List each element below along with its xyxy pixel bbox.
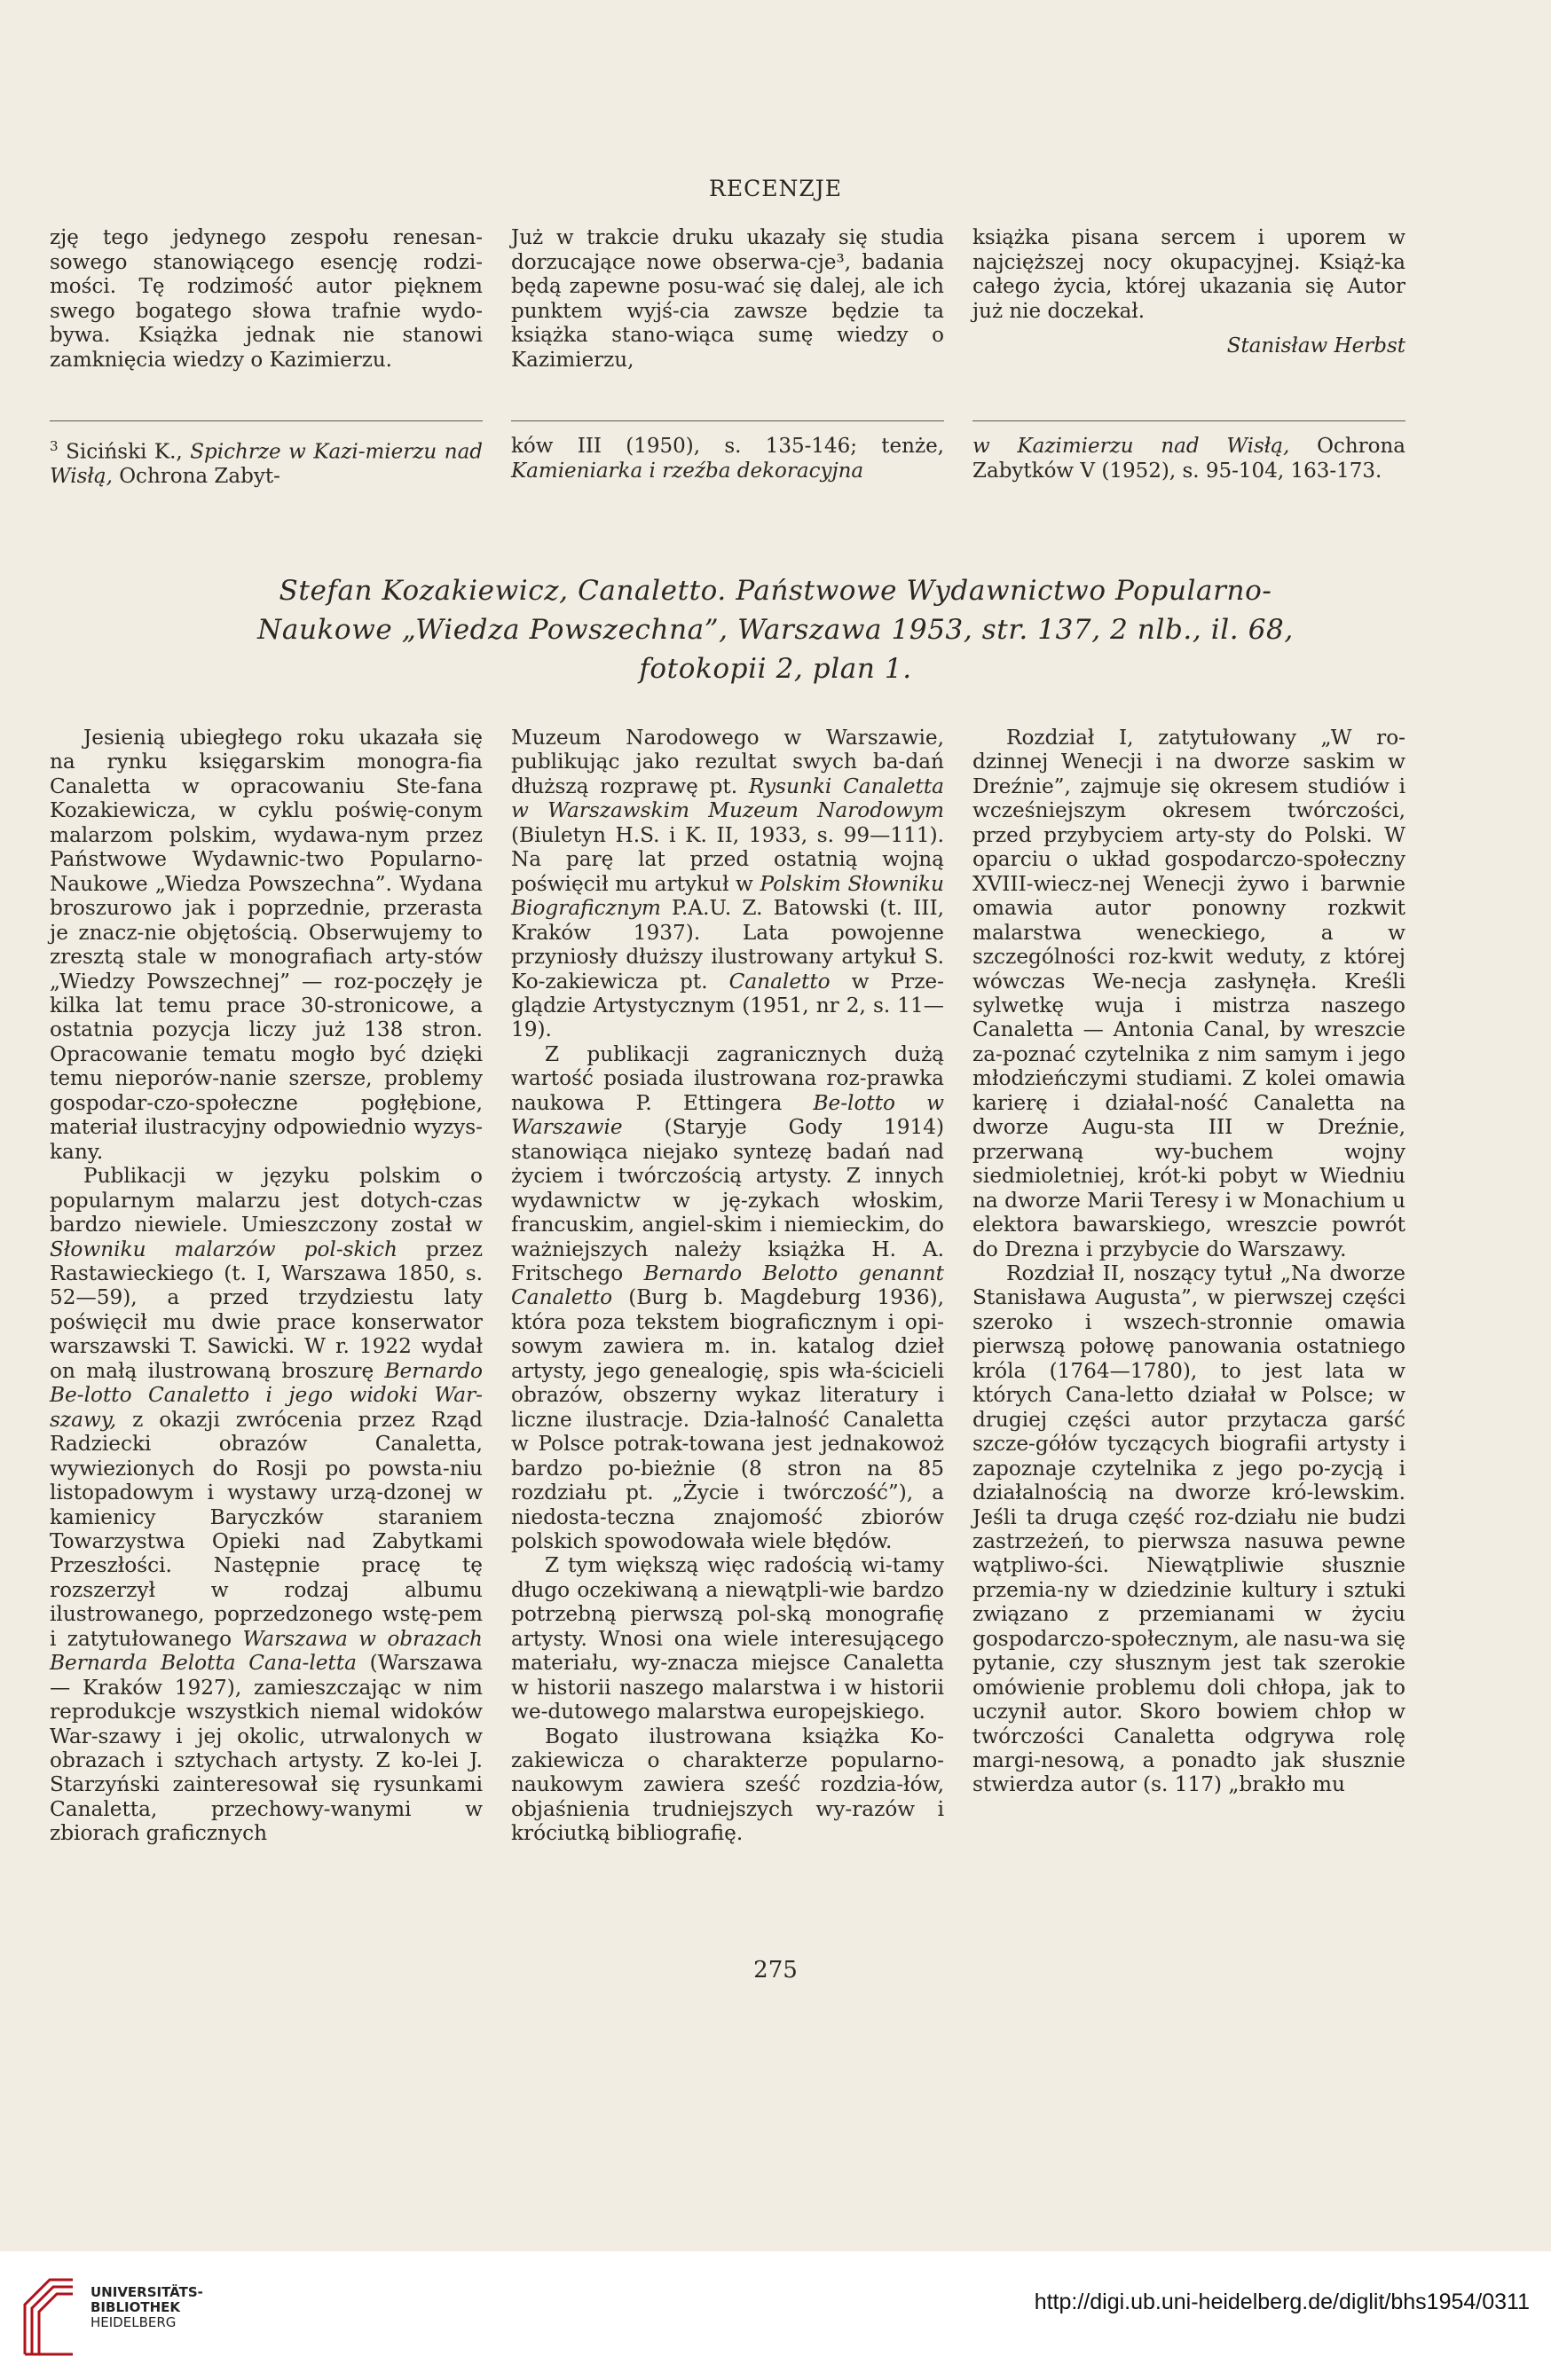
paragraph: Z tym większą więc radością wi-tamy długo oczekiwaną a niewątpli-wie bardzo potrzebną pierwszą pol-ską monografię artysty. Wnosi ona wiele interesującego materiału, wy-znacza miejsce Canaletta w historii naszego malarstwa i w historii we-dutowego malarstwa europejskiego.: [511, 1553, 944, 1724]
top-column-1: [50, 226, 483, 373]
top-column-text: książka pisana sercem i uporem w najcięższej nocy okupacyjnej. Książ-ka całego życia, której ukazania się Autor już nie doczekał.: [972, 226, 1405, 323]
source-url-link[interactable]: http://digi.ub.uni-heidelberg.de/diglit/bhs1954/0311: [1034, 2290, 1530, 2314]
paragraph: Rozdział I, zatytułowany „W ro-dzinnej Wenecji i na dworze saskim w Dreźnie”, zajmuje się okresem studiów i wcześniejszym okresem twórczości, przed przybyciem arty-sty do Polski. W oparciu o układ gospodarczo-społeczny XVIII-wiecz-nej Wenecji żywo i barwnie omawia autor ponowny rozkwit malarstwa weneckiego, a w szczególności roz-kwit weduty, z której wówczas We-necja zasłynęła. Kreśli sylwetkę wuja i mistrza naszego Canaletta — Antonia Canal, by wreszcie za-poznać czytelnika z nim samym i jego młodzieńczymi studiami. Z kolei omawia karierę i działal-ność Canaletta na dworze Augu-sta III w Dreźnie, przerwaną wy-buchem wojny siedmioletniej, krót-ki pobyt w Wiedniu na dworze Marii Teresy i w Monachium u elektora bawarskiego, wreszcie powrót do Drezna i przybycie do Warszawy.: [972, 726, 1405, 1261]
reviewer-signature: Stanisław Herbst: [1226, 334, 1405, 358]
paragraph: Rozdział II, noszący tytuł „Na dworze Stanisława Augusta”, w pierwszej części szeroko i wszech-stronnie omawia pierwszą połowę panowania ostatniego króla (1764—1780), to jest lata w których Cana-letto działał w Polsce; w drugiej części autor przytacza garść szcze-gółów tyczących biografii artysty i zapoznaje czytelnika z jego po-zycją i działalnością na dworze kró-lewskim. Jeśli ta druga część roz-działu nie budzi zastrzeżeń, to pierwsza nasuwa pewne wątpliwo-ści. Niewątpliwie słusznie przemia-ny w dziedzinie kultury i sztuki związano z przemianami w życiu gospodarczo-społecznym, ale nasu-wa się pytanie, czy słusznym jest tak szerokie omówienie problemu doli chłopa, jak to uczynił autor. Skoro bowiem chłop w twórczości Canaletta odgrywa rolę margi-nesową, a ponadto jak słusznie stwierdza autor (s. 117) „brakło mu: [972, 1261, 1406, 1797]
top-column-text: zję tego jedynego zespołu renesan-sowego stanowiącego esencję rodzi-mości. Tę rodzimość autor pięknem swego bogatego słowa trafnie wydo-bywa. Książka jednak nie stanowi zamknięcia wiedzy o Kazimierzu.: [50, 226, 483, 372]
review-title-line: Naukowe „Wiedza Powszechna”, Warszawa 1953, str. 137, 2 nlb., il. 68,: [257, 614, 1294, 646]
paragraph: Muzeum Narodowego w Warszawie, publikując jako rezultat swych ba-dań dłuższą rozprawę pt. Rysunki Canaletta w Warszawskim Muzeum Narodowym (Biuletyn H.S. i K. II, 1933, s. 99—111). Na parę lat przed ostatnią wojną poświęcił mu artykuł w Polskim Słowniku Biograficznym P.A.U. Z. Batowski (t. III, Kraków 1937). Lata powojenne przyniosły dłuższy ilustrowany artykuł S. Ko-zakiewicza pt. Canaletto w Prze-glądzie Artystycznym (1951, nr 2, s. 11—19).: [511, 726, 944, 1042]
footnote-rule-3: [972, 420, 1405, 421]
top-continuation-columns: [50, 226, 1405, 373]
footnote-column-3: w Kazimierzu nad Wisłą, Ochrona Zabytków V (1952), s. 95-104, 163-173.: [972, 435, 1405, 483]
library-footer: [0, 2251, 1551, 2380]
body-column-3: [972, 726, 1405, 1846]
body-column-2: [511, 726, 944, 1846]
review-title: [124, 571, 1427, 688]
footnote-columns: [50, 435, 1405, 490]
top-column-2: [511, 226, 944, 373]
paragraph: Z publikacji zagranicznych dużą wartość posiada ilustrowana roz-prawka naukowa P. Ettingera Be-lotto w Warszawie (Staryje Gody 1914) stanowiąca niejako syntezę badań nad życiem i twórczością artysty. Z innych wydawnictw w ję-zykach włoskim, francuskim, angiel-skim i niemieckim, do ważniejszych należy książka H. A. Fritschego Bernardo Belotto genannt Canaletto (Burg b. Magdeburg 1936), która poza tekstem biograficznym i opi-sowym zawiera m. in. katalog dzieł artysty, jego genealogię, spis wła-ścicieli obrazów, obszerny wykaz literatury i liczne ilustracje. Dzia-łalność Canaletta w Polsce potrak-towana jest jednakowoż bardzo po-bieżnie (8 stron na 85 rozdziału pt. „Życie i twórczość”), a niedosta-teczna znajomość zbiorów polskich spowodowała wiele błędów.: [511, 1041, 944, 1553]
top-column-3: [972, 226, 1405, 373]
library-name: UNIVERSITÄTS- BIBLIOTHEK HEIDELBERG: [91, 2284, 203, 2330]
page-number: 275: [753, 1957, 798, 1983]
paragraph: Publikacji w języku polskim o popularnym malarzu jest dotych-czas bardzo niewiele. Umieszczony został w Słowniku malarzów pol-skich przez Rastawieckiego (t. I, Warszawa 1850, s. 52—59), a przed trzydziestu laty poświęcił mu dwie prace konserwator warszawski T. Sawicki. W r. 1922 wydał on małą ilustrowaną broszurę Bernardo Be-lotto Canaletto i jego widoki War-szawy, z okazji zwrócenia przez Rząd Radziecki obrazów Canaletta, wywiezionych do Rosji po powsta-niu listopadowym i wystawy urzą-dzonej w kamienicy Baryczków staraniem Towarzystwa Opieki nad Zabytkami Przeszłości. Następnie pracę tę rozszerzył w rodzaj albumu ilustrowanego, poprzedzonego wstę-pem i zatytułowanego Warszawa w obrazach Bernarda Belotta Cana-letta (Warszawa — Kraków 1927), zamieszczając w nim reprodukcje wszystkich niemal widoków War-szawy i jej okolic, utrwalonych w obrazach i sztychach artysty. Z ko-lei J. Starzyński zainteresował się rysunkami Canaletta, przechowy-wanymi w zbiorach graficznych: [50, 1164, 483, 1846]
body-column-1: [50, 726, 483, 1846]
paragraph: Bogato ilustrowana książka Ko-zakiewicza o charakterze popularno-naukowym zawiera sześć rozdzia-łów, objaśnienia trudniejszych wy-razów i króciutką bibliografię.: [511, 1724, 944, 1846]
footnote-rule-1: [50, 420, 483, 421]
review-body: [50, 726, 1405, 1846]
review-title-line: fotokopii 2, plan 1.: [639, 653, 912, 685]
footnote-marker: 3: [50, 438, 59, 454]
paragraph: Jesienią ubiegłego roku ukazała się na rynku księgarskim monogra-fia Canaletta w opracowaniu Ste-fana Kozakiewicza, w cyklu poświę-conym malarzom polskim, wydawa-nym przez Państwowe Wydawnic-two Popularno-Naukowe „Wiedza Powszechna”. Wydana broszurowo jak i poprzednie, przerasta je znacz-nie objętością. Obserwujemy to zresztą stale w monografiach arty-stów „Wiedzy Powszechnej” — roz-poczęły je kilka lat temu prace 30-stronicowe, a ostatnia pozycja liczy już 138 stron. Opracowanie tematu mogło być dzięki temu nieporów-nanie szersze, problemy gospodar-czo-społeczne pogłębione, materiał ilustracyjny odpowiednio wyzys-kany.: [50, 726, 483, 1164]
library-logo-icon: [20, 2269, 78, 2358]
footnote-column-1: $^3$ Siciński K., Spichrze w Kazi-mierzu nad Wisłą, Ochrona Zabyt-: [50, 438, 484, 489]
running-header: RECENZJE: [709, 176, 842, 201]
review-title-line: Stefan Kozakiewicz, Canaletto. Państwowe Wydawnictwo Popularno-: [279, 575, 1272, 607]
footnote-column-2: ków III (1950), s. 135-146; tenże, Kamieniarka i rzeźba dekoracyjna: [511, 435, 944, 483]
top-column-text: Już w trakcie druku ukazały się studia dorzucające nowe obserwa-cje³, badania będą zapewne posu-wać się dalej, ale ich punktem wyjś-cia zawsze będzie ta książka stano-wiąca sumę wiedzy o Kazimierzu,: [511, 226, 944, 372]
footnote-rule-2: [511, 420, 944, 421]
